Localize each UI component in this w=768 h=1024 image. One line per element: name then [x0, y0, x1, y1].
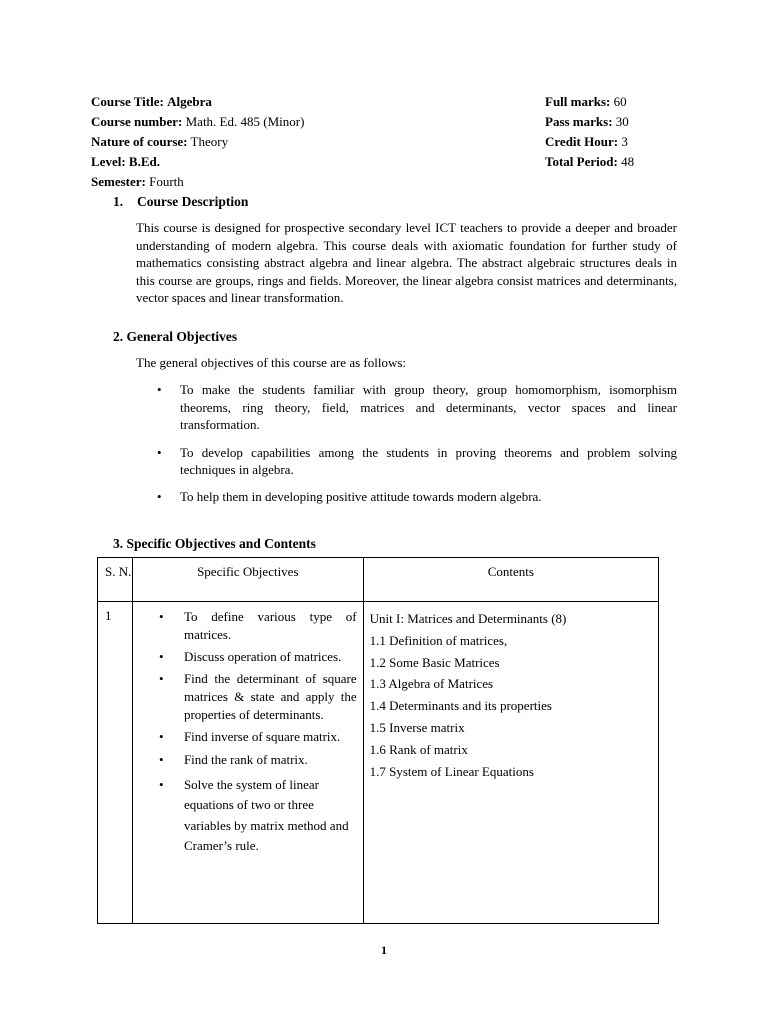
course-number-value: Math. Ed. 485 (Minor) [185, 114, 305, 129]
list-item [133, 648, 357, 666]
table-header-row [98, 558, 659, 602]
meta-row [91, 153, 671, 173]
unit-title: Unit I: Matrices and Determinants (8) [369, 611, 567, 626]
list-item-text: Find inverse of square matrix. [183, 729, 341, 744]
credit-hour [545, 133, 628, 150]
content-item: 1.1 Definition of matrices, [369, 632, 508, 648]
list-item-text: To help them in developing positive attitude towards modern algebra. [180, 488, 542, 504]
meta-row [91, 133, 671, 153]
list-item-text: To develop capabilities among the students in proving theorems and problem solving techniques in algebra. [180, 444, 677, 477]
section-title: General Objectives [126, 329, 238, 344]
bullet-icon: • [157, 488, 162, 504]
nature-of-course [91, 133, 228, 150]
nature-label: Nature of course: [91, 134, 188, 149]
list-item-text: Find the determinant of square matrices & state and apply the properties of determinants. [183, 671, 357, 722]
content-item: 1.5 Inverse matrix [369, 719, 465, 735]
content-item: 1.7 System of Linear Equations [369, 763, 534, 779]
level [91, 153, 160, 170]
course-number-label: Course number: [91, 114, 183, 129]
list-item [133, 608, 357, 644]
meta-row [91, 173, 671, 193]
content-item: 1.6 Rank of matrix [369, 741, 468, 757]
header-sn: S. N. [98, 558, 133, 602]
content-item: 1.2 Some Basic Matrices [369, 654, 500, 670]
semester-label: Semester: [91, 174, 146, 189]
pass-marks-label: Pass marks: [545, 114, 613, 129]
credit-hour-label: Credit Hour: [545, 134, 619, 149]
content-item: 1.3 Algebra of Matrices [369, 676, 494, 692]
list-item-text: To make the students familiar with group theory, group homomorphism, isomorphism theorems, ring theory, field, matrices and determinants, vector spaces and linear transformation. [180, 382, 677, 432]
bullet-icon: • [158, 729, 164, 744]
credit-hour-value: 3 [621, 134, 628, 149]
page-number: 1 [381, 943, 387, 957]
section-heading: 3. Specific Objectives and Contents [113, 536, 316, 551]
meta-row [91, 93, 671, 113]
full-marks [545, 93, 627, 110]
bullet-icon: • [158, 776, 164, 792]
list-item-text: Find the rank of matrix. [183, 752, 308, 767]
full-marks-value: 60 [613, 94, 627, 109]
list-item [157, 381, 677, 434]
list-item [133, 775, 357, 857]
total-period-value: 48 [621, 154, 635, 169]
objectives-cell-list [133, 608, 363, 857]
semester [91, 173, 184, 190]
list-item [133, 728, 357, 746]
header-contents: Contents [363, 558, 658, 602]
section-number: 1. [113, 194, 124, 209]
course-description-text: This course is designed for prospective secondary level ICT teachers to provide a deeper and broader understanding of modern algebra. This course deals with axiomatic foundation for further study of mathematics consisting abstract algebra and linear algebra. The abstract algebraic structures deals in this course are groups, rings and fields. Moreover, the linear algebra consist matrices and determinants, vector spaces and linear transformation. [136, 220, 677, 305]
level-value: B.Ed. [128, 154, 160, 169]
course-number [91, 113, 304, 130]
list-item [157, 444, 677, 479]
course-title-value: Algebra [167, 94, 212, 109]
course-title [91, 93, 212, 110]
course-meta [91, 93, 671, 193]
semester-value: Fourth [149, 174, 184, 189]
bullet-icon: • [158, 671, 164, 686]
bullet-icon: • [158, 649, 164, 664]
list-item [133, 670, 357, 724]
full-marks-label: Full marks: [545, 94, 611, 109]
pass-marks-value: 30 [615, 114, 629, 129]
section-number: 2. [113, 329, 124, 344]
list-item-text: Solve the system of linear equations of two or three variables by matrix method and Cramer’s rule. [183, 776, 349, 853]
nature-value: Theory [190, 134, 229, 149]
content-item: 1.4 Determinants and its properties [369, 698, 552, 714]
cell-sn: 1 [98, 602, 133, 924]
section-title: Course Description [137, 194, 249, 209]
level-label: Level: [91, 154, 126, 169]
meta-row [91, 113, 671, 133]
total-period [545, 153, 634, 170]
cell-objectives [132, 602, 363, 924]
section-heading [113, 194, 248, 210]
bullet-icon: • [158, 609, 164, 624]
bullet-icon: • [157, 382, 162, 397]
header-specific-objectives: Specific Objectives [132, 558, 363, 602]
course-title-label: Course Title: [91, 94, 164, 109]
list-item-text: Discuss operation of matrices. [183, 649, 342, 664]
list-item-text: To define various type of matrices. [183, 609, 357, 642]
total-period-label: Total Period: [545, 154, 618, 169]
table-row [98, 602, 659, 924]
list-item [157, 488, 677, 506]
section-heading [113, 329, 237, 345]
list-item [133, 750, 357, 771]
cell-contents [363, 602, 658, 924]
bullet-icon: • [158, 752, 164, 767]
objectives-contents-table [97, 557, 659, 924]
objectives-intro: The general objectives of this course are as follows: [136, 355, 407, 370]
bullet-icon: • [157, 444, 162, 460]
objectives-list [157, 381, 677, 505]
pass-marks [545, 113, 629, 130]
